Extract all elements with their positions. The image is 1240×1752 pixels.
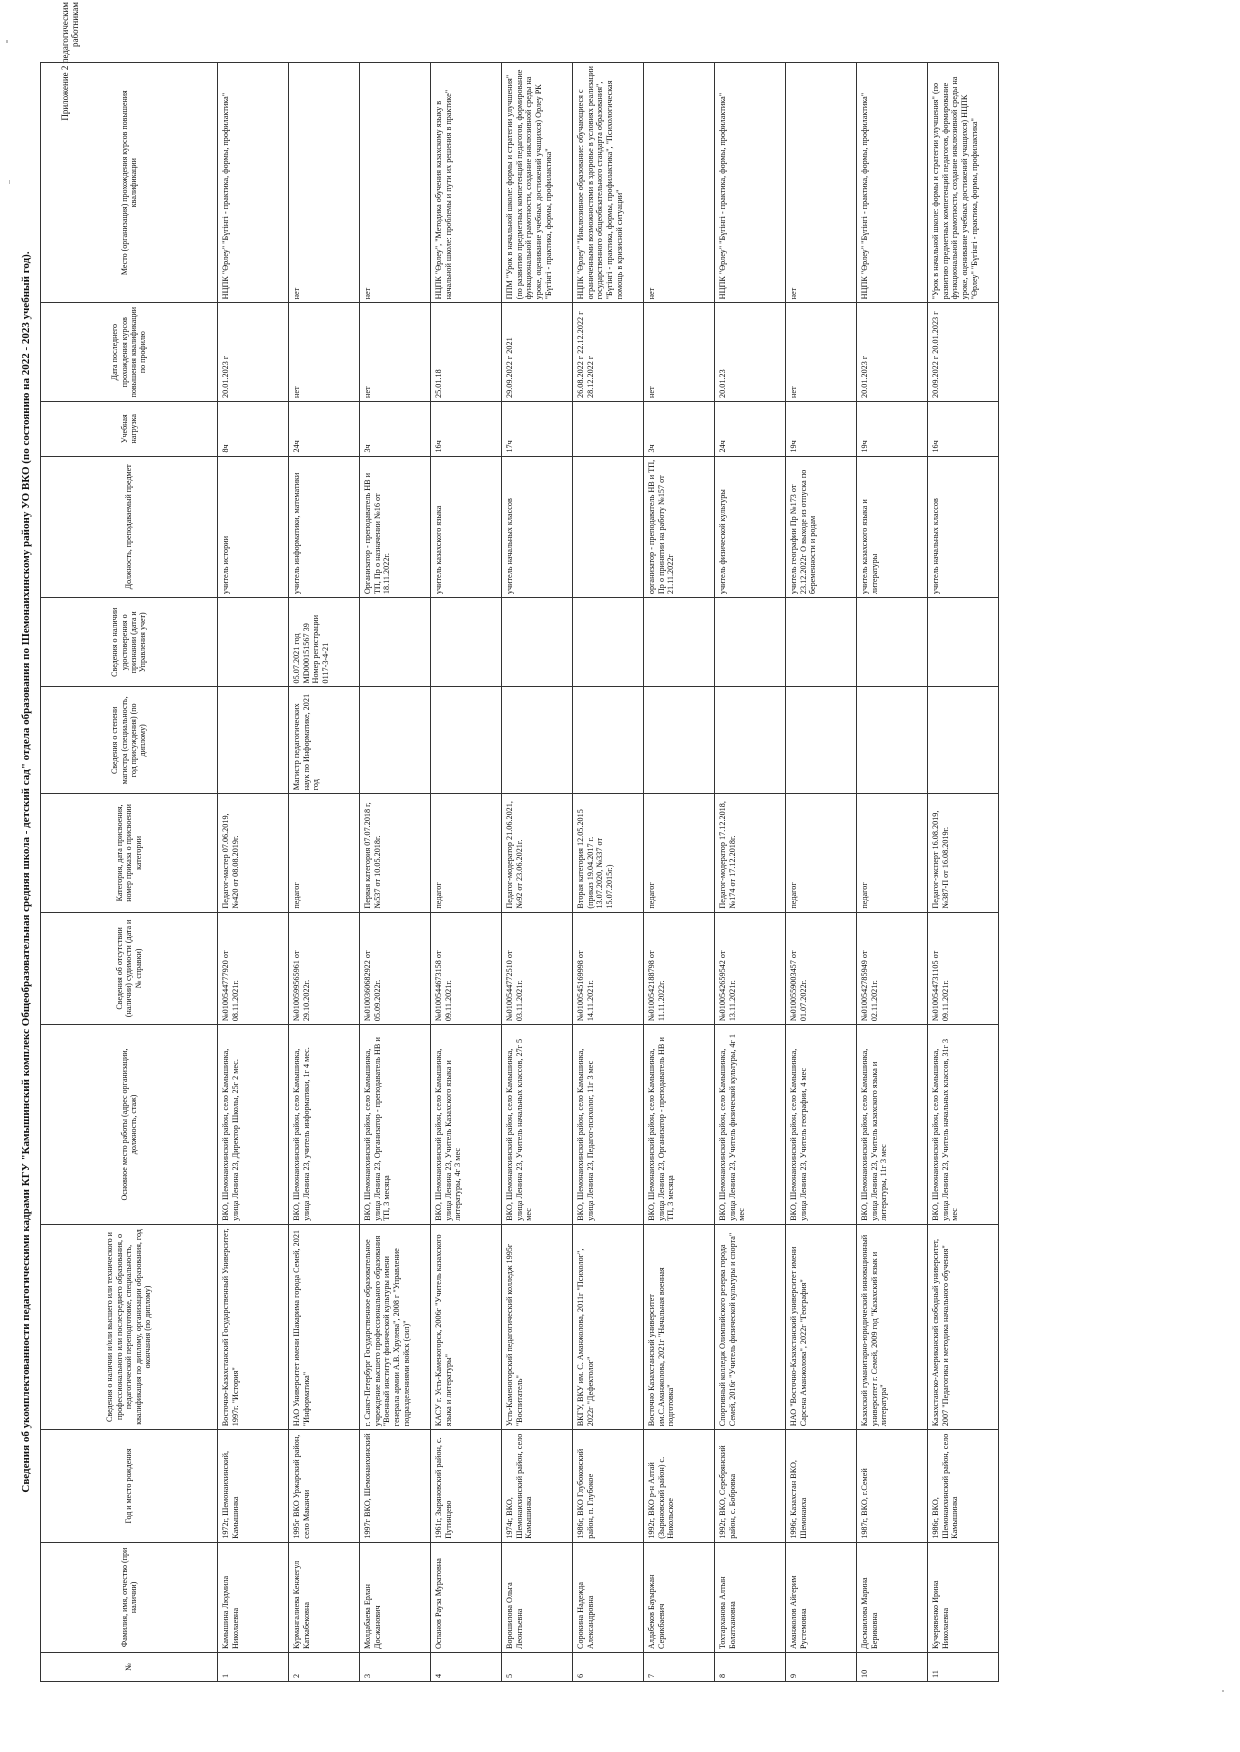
cell-course-date: нет bbox=[360, 303, 431, 402]
header-category: Категория, дата присвоения, номер приказа о присвоении категории bbox=[41, 794, 218, 912]
cell-course-place: НЦПК "Өрлеу" "Бүгінгі - практика, формы, профилактика" bbox=[218, 63, 289, 303]
cell-masters bbox=[431, 687, 502, 794]
cell-course-place: нет bbox=[786, 63, 857, 303]
cell-masters: Магистр педагогических наук по Информатике, 2021 год bbox=[289, 687, 360, 794]
cell-education: Восточно Казахстанский университет им.С.Аманжолова, 2021г "Начальная военная подготовка" bbox=[644, 1224, 715, 1429]
cell-load: 19ч bbox=[857, 401, 928, 456]
cell-name: Аманжолов Айгерим Рустемовна bbox=[786, 1542, 857, 1652]
table-row bbox=[218, 63, 289, 1682]
cell-criminal-record: №0100544673158 от 09.11.2021г. bbox=[431, 912, 502, 1025]
cell-load: 16ч bbox=[431, 401, 502, 456]
cell-course-date: 20.01.2023 г bbox=[857, 303, 928, 402]
cell-birth: 1974г, ВКО, Шемонаихинский район, село Камышинка bbox=[502, 1430, 573, 1543]
cell-course-date: 26.08.2022 г 22.12.2022 г 28.12.2022 г bbox=[573, 303, 644, 402]
cell-certificate bbox=[715, 598, 786, 687]
cell-workplace: ВКО, Шемонаихинский район, село Камышинка, улица Ленина 23, Учитель физической культуры, 4г 1 мес bbox=[715, 1025, 786, 1225]
cell-no: 5 bbox=[502, 1653, 573, 1682]
cell-no: 3 bbox=[360, 1653, 431, 1682]
cell-workplace: ВКО, Шемонаихинский район, село Камышинка, улица Ленина 23, Директор Школы, 25г 2 мес. bbox=[218, 1025, 289, 1225]
cell-certificate: 05.07.2021 год MD000151567 39 Номер регистрации 0117-3-4-21 bbox=[289, 598, 360, 687]
cell-course-date: 20.01.2023 г bbox=[218, 303, 289, 402]
header-course-place: Место (организация) прохождения курсов повышения квалификации bbox=[41, 63, 218, 303]
cell-no: 6 bbox=[573, 1653, 644, 1682]
cell-workplace: ВКО, Шемонаихинский район, село Камышинка, улица Ленина 23, Учитель географии, 4 мес bbox=[786, 1025, 857, 1225]
cell-name: Кучерявенко Ирина Николаевна bbox=[928, 1542, 999, 1652]
table-row bbox=[715, 63, 786, 1682]
cell-name: Сорокина Надежда Александровна bbox=[573, 1542, 644, 1652]
table-row bbox=[857, 63, 928, 1682]
cell-education: Усть-Каменогорский педагогический колледж 1995г "Воспитатель" bbox=[502, 1224, 573, 1429]
cell-name: Ворошилова Ольга Леонтьевна bbox=[502, 1542, 573, 1652]
cell-no: 1 bbox=[218, 1653, 289, 1682]
cell-criminal-record: №0100542785949 от 02.11.2021г. bbox=[857, 912, 928, 1025]
table-row bbox=[644, 63, 715, 1682]
cell-load: 17ч bbox=[502, 401, 573, 456]
cell-category: педагог bbox=[857, 794, 928, 912]
cell-name: Молдабаева Ерлан Досжанович bbox=[360, 1542, 431, 1652]
header-position: Должность, преподаваемый предмет bbox=[41, 456, 218, 598]
cell-category: Первая категория 07.07.2018 г, №537 от 10.05.2018г. bbox=[360, 794, 431, 912]
cell-course-place: НЦПК "Өрлеу" "Инклюзивное образование: обучающиеся с ограниченными возможностями в здоровье в условиях реализации государственного общеобязательного стандарта образования", "Бүгінгі - практика, формы, профилактика", "Психологическая помощь в кризисной ситуации" bbox=[573, 63, 644, 303]
cell-position: учитель начальных классов bbox=[928, 456, 999, 598]
table-row bbox=[502, 63, 573, 1682]
cell-load bbox=[573, 401, 644, 456]
cell-no: 7 bbox=[644, 1653, 715, 1682]
cell-load: 3ч bbox=[644, 401, 715, 456]
cell-certificate bbox=[360, 598, 431, 687]
table-body bbox=[218, 63, 999, 1682]
cell-criminal-record: №0100544777920 от 08.11.2021г. bbox=[218, 912, 289, 1025]
cell-no: 11 bbox=[928, 1653, 999, 1682]
cell-birth: 1995г ВКО Уржарский район, село Маканчи bbox=[289, 1430, 360, 1543]
cell-education: Восточно-Казахстанский Государственный Университет, 1997г. "История" bbox=[218, 1224, 289, 1429]
cell-criminal-record: №0100544731105 от 09.11.2021г. bbox=[928, 912, 999, 1025]
cell-education: НАО "Восточно-Казахстанский университет имени Сарсена Аманжолова", 2022г "География" bbox=[786, 1224, 857, 1429]
cell-criminal-record: №0100542659542 от 13.11.2021г. bbox=[715, 912, 786, 1025]
cell-position: учитель казахского языка bbox=[431, 456, 502, 598]
cell-birth: 1986г, ВКО, Шемонаихинский район, село Камышинка bbox=[928, 1430, 999, 1543]
cell-course-date: 25.01.18 bbox=[431, 303, 502, 402]
cell-course-place: НЦПК "Өрлеу" "Бүгінгі - практика, формы, профилактика" bbox=[857, 63, 928, 303]
cell-birth: 1987г, ВКО, г.Семей bbox=[857, 1430, 928, 1543]
table-row bbox=[928, 63, 999, 1682]
cell-category: Педагог-мастер 07.06.2019, №420 от 08.08.2019г. bbox=[218, 794, 289, 912]
header-masters: Сведения о степени магистра (специальность, год присуждения) (по диплому) bbox=[41, 687, 218, 794]
header-birth: Год и место рождения bbox=[41, 1430, 218, 1543]
cell-load: 8ч bbox=[218, 401, 289, 456]
cell-load: 19ч bbox=[786, 401, 857, 456]
cell-certificate bbox=[644, 598, 715, 687]
appendix-note: Приложение 2 педагогическим работникам bbox=[60, 2, 80, 121]
header-education: Сведения о наличии и/или высшего или технического и профессионального или послесреднего образования, о педагогической переподготовке, специальность, квалификация по диплому, организации образования, год окончания (по диплому) bbox=[41, 1224, 218, 1429]
staff-table bbox=[40, 62, 999, 1682]
cell-position: Организатор - преподаватель НВ и ТП, Пр о назначении №16 от 18.11.2022г. bbox=[360, 456, 431, 598]
cell-criminal-record: №0100542188798 от 11.11.2022г. bbox=[644, 912, 715, 1025]
cell-load: 16ч bbox=[928, 401, 999, 456]
cell-education: ВКГУ, ВКУ им. С. Аманжолова, 2011г "Психолог", 2022г "Дефектолог" bbox=[573, 1224, 644, 1429]
cell-course-place: "Урок в начальной школе: формы и стратегии улучшения" (по развитию предметных компетенций педагогов, формирование функциональной грамотности, создание инклюзивной среды на уроке, оценивание учебных достижений учащихся) НЦПК "Өрлеу" "Бүгінгі - практика, формы, профилактика" bbox=[928, 63, 999, 303]
cell-criminal-record: №0100360682922 от 05.09.2022г. bbox=[360, 912, 431, 1025]
cell-birth: 1972г, Шемонаихинский, Камышинка bbox=[218, 1430, 289, 1543]
cell-workplace: ВКО, Шемонаихинский район, село Камышинка, улица Ленина 23, учитель информатики, 1г 4 мес. bbox=[289, 1025, 360, 1225]
cell-category: Педагог-эксперт 16.08.2019, №387-П от 16.08.2019г. bbox=[928, 794, 999, 912]
cell-certificate bbox=[928, 598, 999, 687]
cell-workplace: ВКО, Шемонаихинский район, село Камышинка, улица Ленина 23, Учитель казахского языка и литературы, 11г 3 мес bbox=[857, 1025, 928, 1225]
cell-masters bbox=[573, 687, 644, 794]
cell-certificate bbox=[431, 598, 502, 687]
cell-name: Оспанов Рауза Муратовна bbox=[431, 1542, 502, 1652]
header-no: № bbox=[41, 1653, 218, 1682]
cell-no: 8 bbox=[715, 1653, 786, 1682]
cell-education: г. Санкт-Петербург Государственное образовательное учреждение высшего профессионального образования "Военный институт физической культуры имени генерала армии А.В. Хрулева", 2008 г "Управление подразделениями войск (сил)" bbox=[360, 1224, 431, 1429]
header-load: Учебная нагрузка bbox=[41, 401, 218, 456]
cell-position: учитель казахского языка и литературы bbox=[857, 456, 928, 598]
cell-education: НАО Университет имени Шакарима города Семей, 2021 "Информатика" bbox=[289, 1224, 360, 1429]
cell-position: учитель информатики, математики bbox=[289, 456, 360, 598]
cell-masters bbox=[928, 687, 999, 794]
cell-name: Тохтарханова Алтын Болатхановна bbox=[715, 1542, 786, 1652]
cell-birth: 1986г, ВКО Глубоковский район, п. Глубокое bbox=[573, 1430, 644, 1543]
cell-course-date: нет bbox=[644, 303, 715, 402]
cell-criminal-record: №0100559003457 от 01.07.2022г. bbox=[786, 912, 857, 1025]
cell-position: учитель географии Пр №173 от 23.12.2022г О выходе из отпуска по беременности и родам bbox=[786, 456, 857, 598]
cell-course-date: 29.09.2022 г 2021 bbox=[502, 303, 573, 402]
cell-no: 4 bbox=[431, 1653, 502, 1682]
cell-education: Спортивный колледж Олимпийского резерва города Семей, 2016г "Учитель физической культуры и спорта" bbox=[715, 1224, 786, 1429]
table-row bbox=[431, 63, 502, 1682]
header-course-date: Дата последнего прохождения курсов повышения квалификации по профилю bbox=[41, 303, 218, 402]
cell-masters bbox=[502, 687, 573, 794]
cell-name: Камышина Людмила Николаевна bbox=[218, 1542, 289, 1652]
cell-name: Курмангалиева Кенжегул Каткабековна bbox=[289, 1542, 360, 1652]
cell-course-place: нет bbox=[289, 63, 360, 303]
cell-masters bbox=[360, 687, 431, 794]
cell-workplace: ВКО, Шемонаихинский район, село Камышинка, улица Ленина 23, Организатор - преподаватель НВ и ТП, 3 месяца bbox=[644, 1025, 715, 1225]
header-workplace: Основное место работы (адрес организации, должность, стаж) bbox=[41, 1025, 218, 1225]
cell-category: педагог bbox=[289, 794, 360, 912]
cell-course-place: НЦПК "Өрлеу" "Бүгінгі - практика, формы, профилактика" bbox=[715, 63, 786, 303]
cell-masters bbox=[644, 687, 715, 794]
cell-workplace: ВКО, Шемонаихинский район, село Камышинка, улица Ленина 23, Педагог-психолог, 11г 3 мес bbox=[573, 1025, 644, 1225]
header-criminal-record: Сведения об отсутствии (наличии) судимости (дата и № справки) bbox=[41, 912, 218, 1025]
cell-certificate bbox=[573, 598, 644, 687]
cell-criminal-record: №0100544772510 от 03.11.2021г. bbox=[502, 912, 573, 1025]
cell-position: учитель истории bbox=[218, 456, 289, 598]
cell-certificate bbox=[786, 598, 857, 687]
cell-course-date: 20.09.2022 г 20.01.2023 г bbox=[928, 303, 999, 402]
cell-workplace: ВКО, Шемонаихинский район, село Камышинка, улица Ленина 23, Учитель начальных классов, 27г 5 мес bbox=[502, 1025, 573, 1225]
cell-course-place: нет bbox=[644, 63, 715, 303]
cell-no: 9 bbox=[786, 1653, 857, 1682]
header-name: Фамилия, имя, отчество (при наличии) bbox=[41, 1542, 218, 1652]
cell-education: Казахский гуманитарно-юридический инновационный университет г. Семей, 2009 год "Казахский язык и литература" bbox=[857, 1224, 928, 1429]
cell-birth: 1992г, ВКО р-н Алтай (Зыряновский район) с. Никольское bbox=[644, 1430, 715, 1543]
cell-no: 10 bbox=[857, 1653, 928, 1682]
cell-masters bbox=[715, 687, 786, 794]
cell-certificate bbox=[218, 598, 289, 687]
cell-criminal-record: №0100599565961 от 29.10.2022г. bbox=[289, 912, 360, 1025]
cell-criminal-record: №0100545169998 от 14.11.2021г. bbox=[573, 912, 644, 1025]
table-row bbox=[573, 63, 644, 1682]
cell-category: педагог bbox=[786, 794, 857, 912]
cell-course-date: 20.01.23 bbox=[715, 303, 786, 402]
cell-birth: 1961г, Зыряновский район, с. Путинцево bbox=[431, 1430, 502, 1543]
cell-course-place: ППМ "Урок в начальной школе: формы и стратегии улучшения" (по развитию предметных компетенций педагогов, формирование функциональной грамотности, создание инклюзивной среды на уроке, оценивание учебных достижений учащихся) Орлеу РК "Бүгінгі - практика, формы, профилактика" bbox=[502, 63, 573, 303]
cell-workplace: ВКО, Шемонаихинский район, село Камышинка, улица Ленина 23, Учитель начальных классов, 31г 3 мес bbox=[928, 1025, 999, 1225]
cell-course-date: нет bbox=[289, 303, 360, 402]
cell-certificate bbox=[502, 598, 573, 687]
cell-course-date: нет bbox=[786, 303, 857, 402]
cell-birth: 1996г, Казахстан ВКО, Шемонаиха bbox=[786, 1430, 857, 1543]
cell-workplace: ВКО, Шемонаихинский район, село Камышинка, улица Ленина 23, Организатор - преподаватель НВ и ТП, 3 месяца bbox=[360, 1025, 431, 1225]
cell-masters bbox=[857, 687, 928, 794]
cell-category: педагог bbox=[431, 794, 502, 912]
cell-load: 3ч bbox=[360, 401, 431, 456]
table-row bbox=[289, 63, 360, 1682]
cell-certificate bbox=[857, 598, 928, 687]
cell-education: Казахстанско-Американский свободный университет, 2007 "Педагогика и методика начального обучения" bbox=[928, 1224, 999, 1429]
cell-position: учитель начальных классов bbox=[502, 456, 573, 598]
cell-masters bbox=[786, 687, 857, 794]
cell-name: Алдабеков Бауыржан Серикбаевич bbox=[644, 1542, 715, 1652]
cell-course-place: нет bbox=[360, 63, 431, 303]
cell-load: 24ч bbox=[715, 401, 786, 456]
cell-education: КАСУ г. Усть-Каменогорск, 2006г "Учитель казахского языка и литературы" bbox=[431, 1224, 502, 1429]
cell-category: педагог bbox=[644, 794, 715, 912]
cell-load: 24ч bbox=[289, 401, 360, 456]
cell-birth: 1992г, ВКО, Серебрянский район, с. Бобровка bbox=[715, 1430, 786, 1543]
cell-workplace: ВКО, Шемонаихинский район, село Камышинка, улица Ленина 23, Учитель Казахского языка и литературы, 4г 3 мес bbox=[431, 1025, 502, 1225]
cell-masters bbox=[218, 687, 289, 794]
cell-category: Педагог-модератор 17.12.2018, №174 от 17.12.2018г. bbox=[715, 794, 786, 912]
table-header-row bbox=[41, 63, 218, 1682]
cell-position: учитель физической культуры bbox=[715, 456, 786, 598]
cell-name: Досмаилова Марина Бериковна bbox=[857, 1542, 928, 1652]
table-row bbox=[786, 63, 857, 1682]
cell-birth: 1997г ВКО, Шемонаихинский bbox=[360, 1430, 431, 1543]
cell-position: организатор - преподаватель НВ и ТП, Пр о принятии на работу №157 от 21.11.2022г bbox=[644, 456, 715, 598]
cell-position bbox=[573, 456, 644, 598]
cell-course-place: НЦПК "Өрлеу", "Методика обучения казахскому языку в начальной школе: проблемы и пути их решения в практике" bbox=[431, 63, 502, 303]
table-row bbox=[360, 63, 431, 1682]
cell-no: 2 bbox=[289, 1653, 360, 1682]
header-certificate: Сведения о наличии удостоверения о признании (дата и Управления учет) bbox=[41, 598, 218, 687]
document-title: Сведения об укомплектованности педагогическими кадрами КГУ "Камышинский комплекс Общеобразовательная средняя школа - детский сад" отдела образования по Шемонаихинскому району УО ВКО (по состоянию на 2022 - 2023 учебный год). bbox=[20, 251, 32, 1493]
cell-category: Вторая категория 12.05.2015 (приказ 19.04.2017 г. 13.07.2020, №337 от 15.07.2015г.) bbox=[573, 794, 644, 912]
cell-category: Педагог-модератор 21.06.2021, №92 от 23.06.2021г. bbox=[502, 794, 573, 912]
